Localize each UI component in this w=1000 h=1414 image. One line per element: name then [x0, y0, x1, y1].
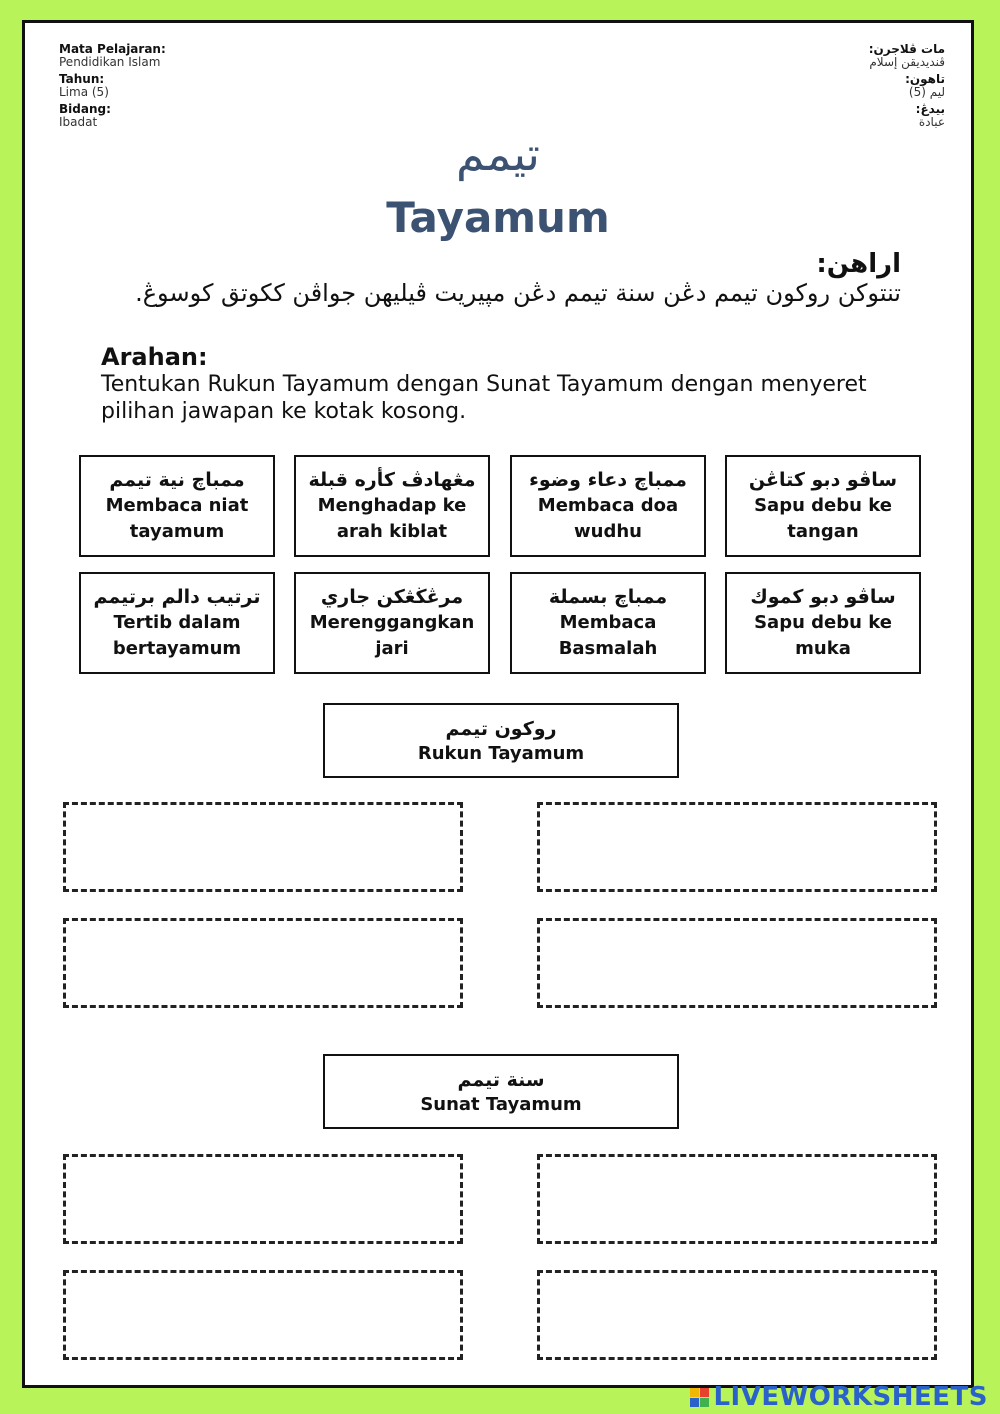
field-label-jawi: بيدڠ: — [915, 102, 945, 116]
meta-right — [869, 43, 945, 133]
drop-zone-sunat-4[interactable] — [537, 1270, 937, 1360]
answer-card-rumi: Sapu debu ke tangan — [754, 495, 892, 542]
drop-zone-rukun-2[interactable] — [537, 802, 937, 892]
drop-zone-sunat-3[interactable] — [63, 1270, 463, 1360]
drop-zone-sunat-1[interactable] — [63, 1154, 463, 1244]
section-heading-sunat — [323, 1054, 679, 1129]
liveworksheets-brand — [690, 1382, 988, 1412]
liveworksheets-logo-icon — [690, 1388, 709, 1407]
answer-card-jawi: ممباچ دعاء وضوء — [529, 469, 687, 491]
answer-card[interactable] — [79, 455, 275, 557]
answer-card[interactable] — [294, 455, 490, 557]
answer-card[interactable] — [725, 455, 921, 557]
worksheet-page — [22, 20, 974, 1388]
answer-card-rumi: Sapu debu ke muka — [754, 612, 892, 659]
section-heading-rukun — [323, 703, 679, 778]
answer-card-jawi: ساڤو دبو كموك — [750, 586, 896, 608]
answer-card-rumi: Tertib dalam bertayamum — [112, 612, 242, 659]
answer-card-jawi: مڠهادڤ كأره قبلة — [308, 469, 476, 491]
answer-card-rumi: Merenggangkan jari — [309, 612, 475, 659]
drop-zone-sunat-2[interactable] — [537, 1154, 937, 1244]
field-value: Ibadat — [59, 115, 98, 129]
meta-left — [59, 43, 166, 133]
answer-card-jawi: ممباچ نية تيمم — [109, 469, 245, 491]
section-heading-sunat-jawi: سنة تيمم — [457, 1068, 545, 1091]
answer-card-jawi: ساڤو دبو كتاڠن — [748, 469, 898, 491]
answer-card-rumi: Membaca niat tayamum — [105, 495, 249, 542]
instructions-rumi-text: Tentukan Rukun Tayamum dengan Sunat Tayamum dengan menyeret pilihan jawapan ke kotak kosong. — [101, 372, 867, 424]
instructions-jawi-text: تنتوکن روکون تيمم دڠن سنة تيمم دڠن مڽيريت ڤيليهن جواڤن ککوتق کوسوڠ. — [135, 279, 901, 307]
page-title-jawi: تيمم — [456, 127, 540, 181]
answer-card[interactable] — [294, 572, 490, 674]
section-heading-sunat-rumi: Sunat Tayamum — [420, 1093, 582, 1115]
year-value-jawi: ليم (5) — [908, 85, 945, 99]
drop-zone-rukun-3[interactable] — [63, 918, 463, 1008]
answer-card-jawi: ممباچ بسملة — [548, 586, 668, 608]
page-title: Tayamum — [386, 193, 610, 242]
drop-zone-rukun-1[interactable] — [63, 802, 463, 892]
field-value-jawi: عبادة — [918, 115, 945, 129]
year-value: Lima (5) — [59, 85, 109, 99]
answer-card-jawi: ترتيب دالم برتيمم — [93, 586, 261, 608]
instructions-rumi-label: Arahan: — [101, 343, 208, 371]
subject-label: Mata Pelajaran: — [59, 42, 166, 56]
answer-card-rumi: Menghadap ke arah kiblat — [317, 495, 467, 542]
answer-card[interactable] — [510, 455, 706, 557]
answer-card-jawi: مرڠڬڠكن جاري — [320, 586, 464, 608]
section-heading-rukun-jawi: روكون تيمم — [445, 717, 557, 740]
answer-card[interactable] — [725, 572, 921, 674]
year-label-jawi: تاهون: — [905, 72, 945, 86]
instructions-jawi-label: اراهن: — [816, 249, 901, 279]
answer-card[interactable] — [79, 572, 275, 674]
section-heading-rukun-rumi: Rukun Tayamum — [417, 742, 585, 764]
drop-zone-rukun-4[interactable] — [537, 918, 937, 1008]
answer-card-rumi: Membaca doa wudhu — [537, 495, 679, 542]
year-label: Tahun: — [59, 72, 105, 86]
subject-value: Pendidikan Islam — [59, 55, 161, 69]
answer-card[interactable] — [510, 572, 706, 674]
subject-value-jawi: ڤنديديقن إسلام — [869, 55, 945, 69]
subject-label-jawi: مات ڤلاجرن: — [868, 42, 945, 56]
instructions-jawi — [101, 249, 901, 307]
brand-text: LIVEWORKSHEETS — [713, 1382, 988, 1412]
field-label: Bidang: — [59, 102, 111, 116]
instructions-rumi — [101, 343, 901, 425]
answer-card-rumi: Membaca Basmalah — [558, 612, 658, 659]
